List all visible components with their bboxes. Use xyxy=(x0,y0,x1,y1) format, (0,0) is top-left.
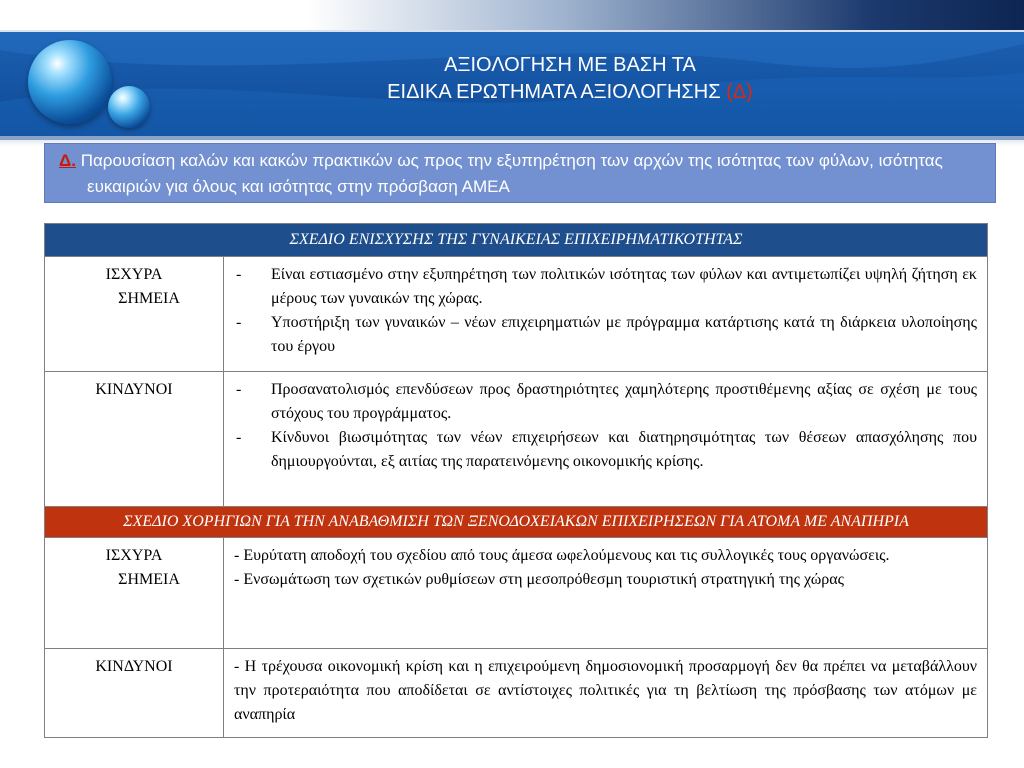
strengths-label-line2: ΣΗΜΕΙΑ xyxy=(118,571,180,588)
bullet-dash: - xyxy=(236,429,242,446)
title-line-1: ΑΞΙΟΛΟΓΗΣΗ ΜΕ ΒΑΣΗ ΤΑ xyxy=(444,54,696,76)
section-2-risks-row xyxy=(45,649,988,738)
list-item xyxy=(234,426,977,474)
small-globe-icon xyxy=(108,86,150,128)
strengths-content xyxy=(224,257,988,372)
risks-label: ΚΙΝΔΥΝΟΙ xyxy=(45,649,224,738)
strengths-label xyxy=(45,538,224,649)
list-item-text: - Η τρέχουσα οικονομική κρίση και η επιχειρούμενη δημοσιονομική προσαρμογή δεν θα πρέπει να μεταβάλλουν την προτεραιότητα που αποδίδεται σε αντίστοιχες πολιτικές για τη βελτίωση της πρόσβασης των ατόμων με αναπηρία xyxy=(234,658,977,723)
strengths-label-line1: ΙΣΧΥΡΑ xyxy=(105,266,163,283)
strengths-label-line1: ΙΣΧΥΡΑ xyxy=(105,547,163,564)
list-item xyxy=(234,311,977,359)
intro-box xyxy=(44,143,996,203)
strengths-content xyxy=(224,538,988,649)
page-title xyxy=(200,52,940,106)
section-2-strengths-row xyxy=(45,538,988,649)
strengths-label-line2: ΣΗΜΕΙΑ xyxy=(118,290,180,307)
intro-marker: Δ. xyxy=(59,151,76,170)
list-item-text: - Ευρύτατη αποδοχή του σχεδίου από τους άμεσα ωφελούμενους και τις συλλογικές τους οργανώσεις. xyxy=(234,547,890,564)
section-1-title: ΣΧΕΔΙΟ ΕΝΙΣΧΥΣΗΣ ΤΗΣ ΓΥΝΑΙΚΕΙΑΣ ΕΠΙΧΕΙΡΗΜΑΤΙΚΟΤΗΤΑΣ xyxy=(45,224,988,257)
title-accent: (Δ) xyxy=(726,81,753,103)
risks-content xyxy=(224,372,988,507)
bullet-dash: - xyxy=(236,314,242,331)
list-item-text: - Ενσωμάτωση των σχετικών ρυθμίσεων στη μεσοπρόθεσμη τουριστική στρατηγική της χώρας xyxy=(234,571,844,588)
list-item xyxy=(234,263,977,311)
section-1-risks-row xyxy=(45,372,988,507)
bullet-dash: - xyxy=(236,381,242,398)
strengths-label xyxy=(45,257,224,372)
section-1-strengths-row xyxy=(45,257,988,372)
section-2-header xyxy=(45,507,988,538)
globe-logo-icon xyxy=(28,40,112,124)
list-item xyxy=(234,378,977,426)
list-item-text: Είναι εστιασμένο στην εξυπηρέτηση των πολιτικών ισότητας των φύλων και αντιμετωπίζει υψηλή ζήτηση εκ μέρους των γυναικών της χώρας. xyxy=(271,266,977,307)
top-gradient-bar xyxy=(0,0,1024,30)
risks-label: ΚΙΝΔΥΝΟΙ xyxy=(45,372,224,507)
section-2-title: ΣΧΕΔΙΟ ΧΟΡΗΓΙΩΝ ΓΙΑ ΤΗΝ ΑΝΑΒΑΘΜΙΣΗ ΤΩΝ ΞΕΝΟΔΟΧΕΙΑΚΩΝ ΕΠΙΧΕΙΡΗΣΕΩΝ ΓΙΑ ΑΤΟΜΑ ΜΕ ΑΝΑΠΗΡΙΑ xyxy=(45,507,988,538)
section-1-header xyxy=(45,224,988,257)
list-item-text: Προσανατολισμός επενδύσεων προς δραστηριότητες χαμηλότερης προστιθέμενης αξίας σε σχέση με τους στόχους του προγράμματος. xyxy=(271,381,977,422)
list-item-text: Υποστήριξη των γυναικών – νέων επιχειρηματιών με πρόγραμμα κατάρτισης κατά τη διάρκεια υλοποίησης του έργου xyxy=(271,314,977,355)
intro-text: Παρουσίαση καλών και κακών πρακτικών ως προς την εξυπηρέτηση των αρχών της ισότητας των φύλων, ισότητας ευκαιριών για όλους και ισότητας στην πρόσβαση ΑΜΕΑ xyxy=(80,151,943,196)
bullet-dash: - xyxy=(236,266,242,283)
risks-content xyxy=(224,649,988,738)
evaluation-table xyxy=(44,223,988,738)
title-line-2 xyxy=(200,79,940,106)
title-line-2-text: ΕΙΔΙΚΑ ΕΡΩΤΗΜΑΤΑ ΑΞΙΟΛΟΓΗΣΗΣ xyxy=(387,81,721,103)
list-item-text: Κίνδυνοι βιωσιμότητας των νέων επιχειρήσεων και διατηρησιμότητας των θέσεων απασχόλησης που δημιουργούνται, εξ αιτίας της παρατεινόμενης οικονομικής κρίσης. xyxy=(271,429,977,470)
